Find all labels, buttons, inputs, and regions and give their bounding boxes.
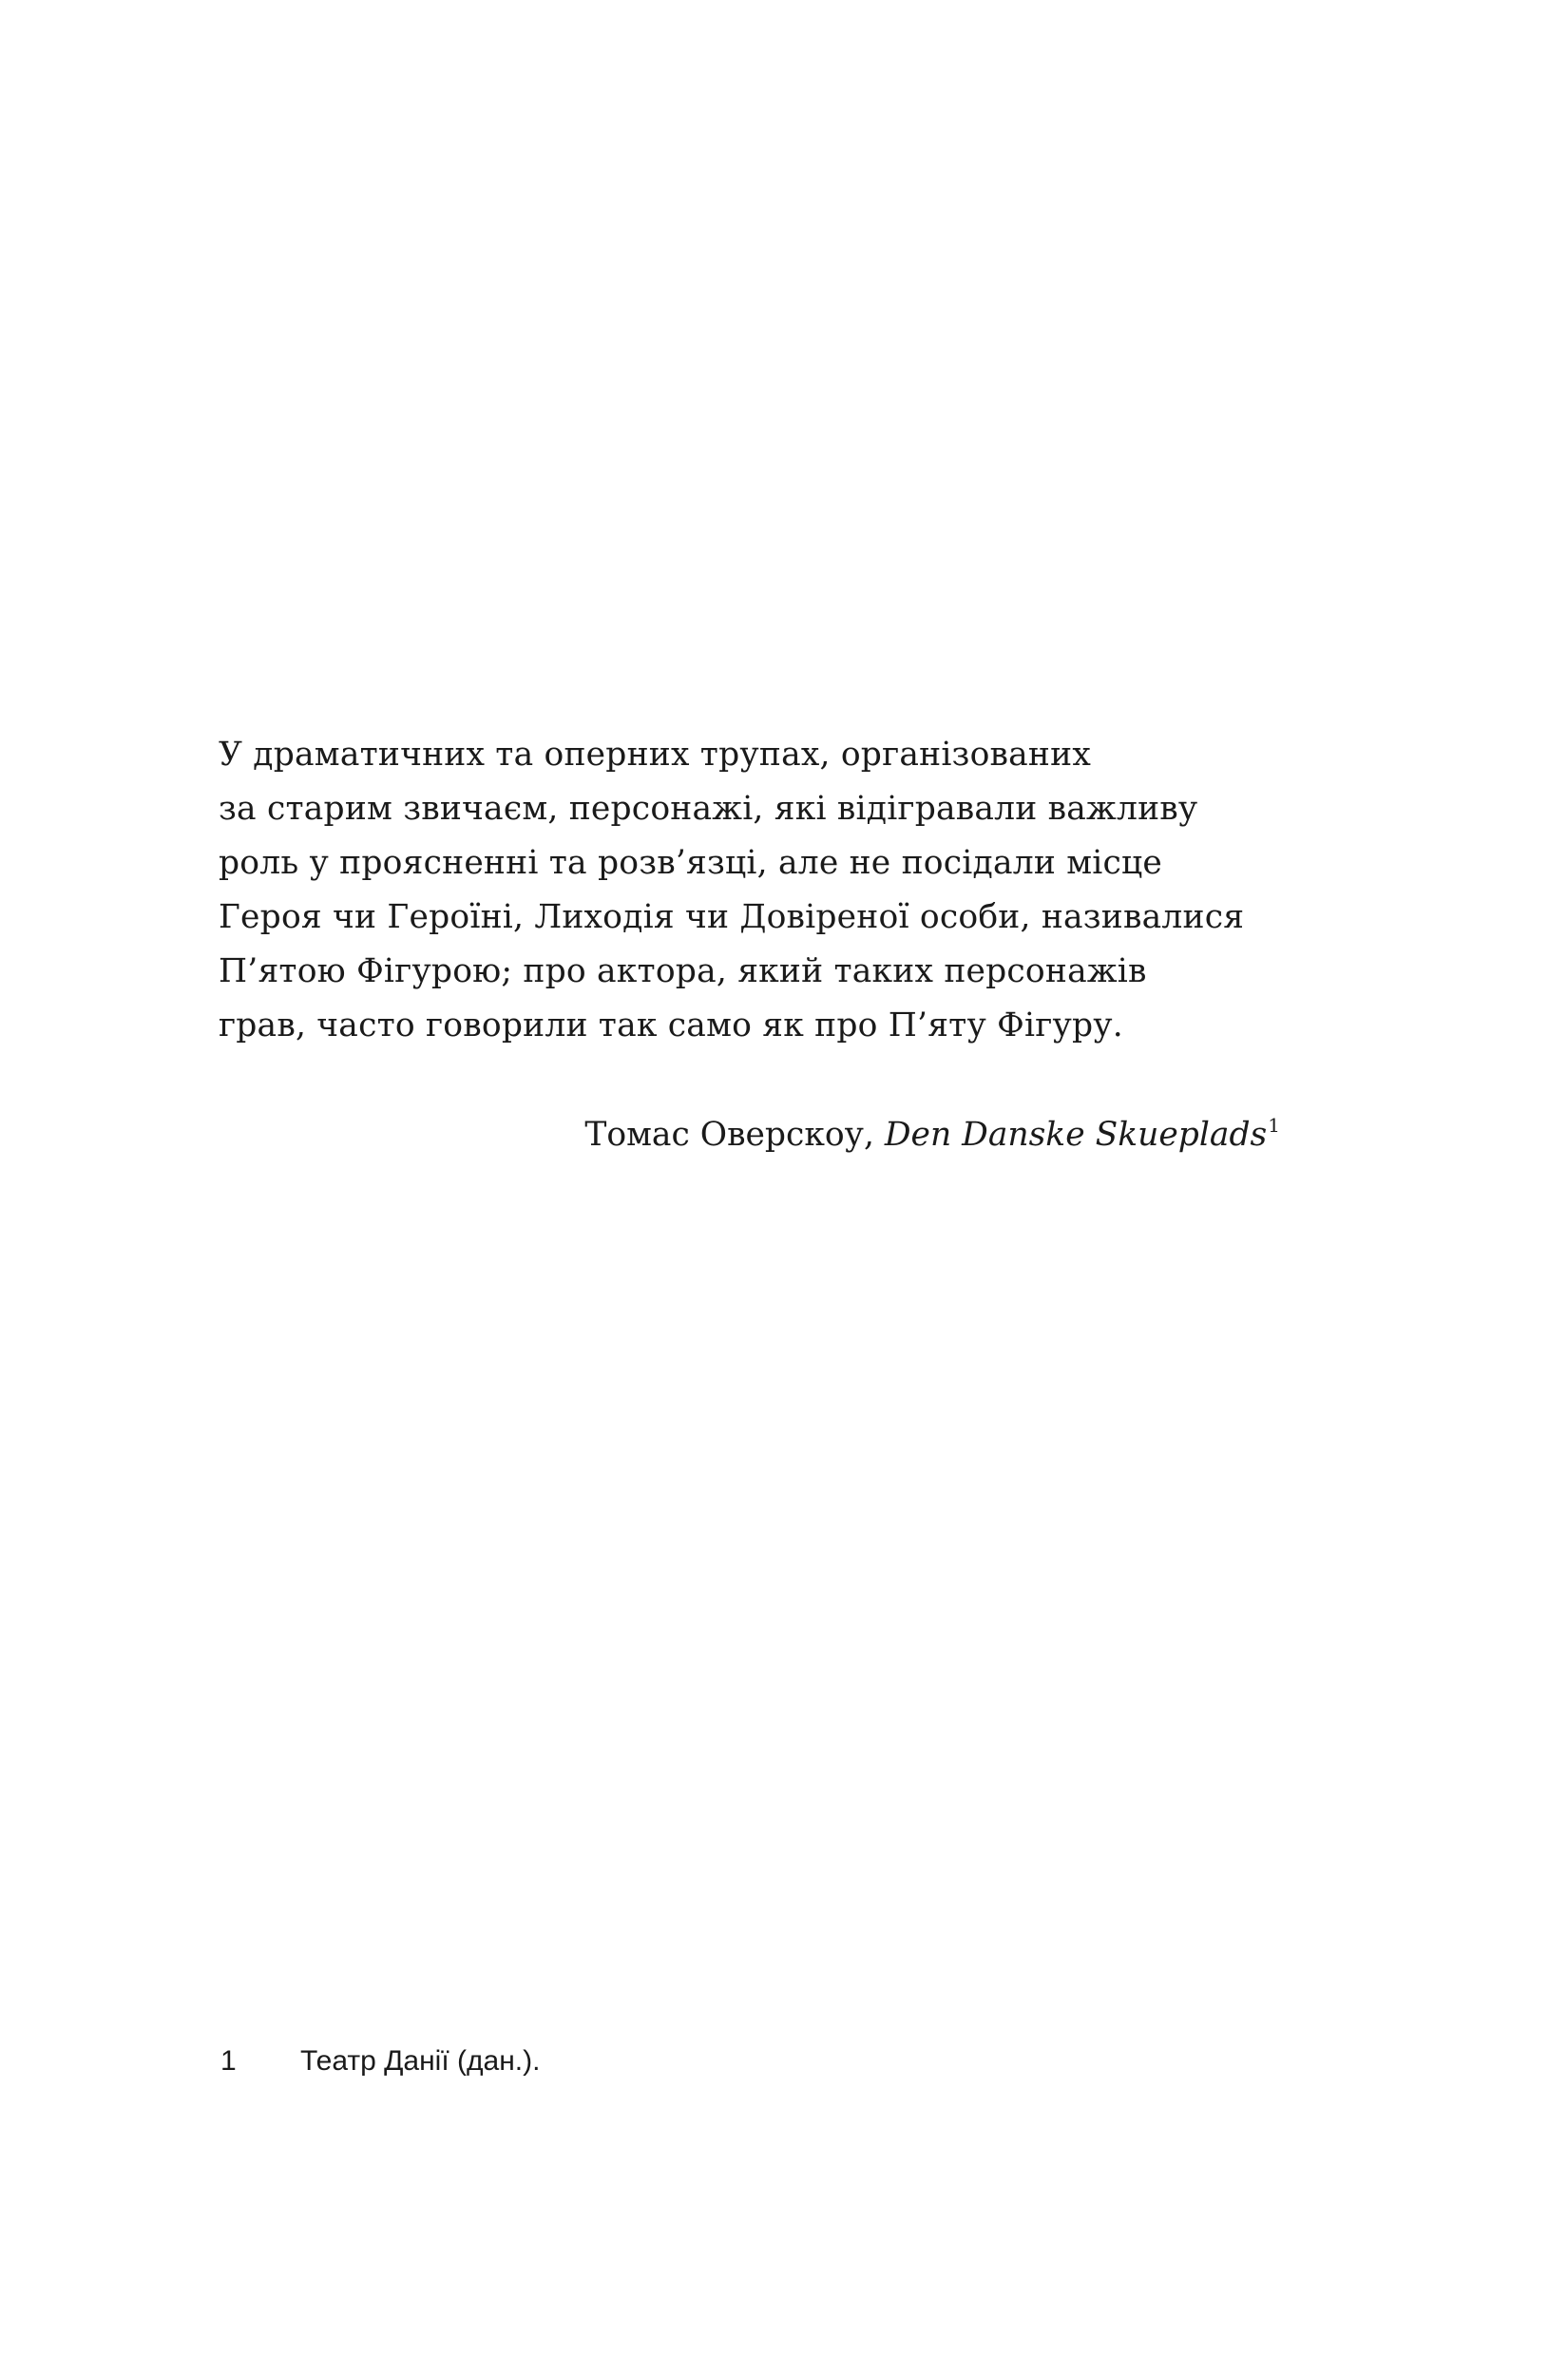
epigraph-line: Героя чи Героїні, Лиходія чи Довіреної особи, називалися xyxy=(219,898,1245,936)
epigraph-line: роль у проясненні та розв’язці, але не посідали місце xyxy=(219,844,1162,882)
attribution-work-title: Den Danske Skueplads xyxy=(884,1116,1268,1154)
footnote xyxy=(220,2042,540,2080)
epigraph-attribution xyxy=(219,1108,1280,1162)
epigraph-line: П’ятою Фігурою; про актора, який таких персонажів xyxy=(219,952,1147,990)
footnote-text: Театр Данії (дан.). xyxy=(300,2045,541,2077)
footnote-number: 1 xyxy=(220,2045,237,2077)
epigraph-line: грав, часто говорили так само як про П’яту Фігуру. xyxy=(219,1006,1123,1044)
epigraph-quote xyxy=(219,728,1292,1053)
attribution-author: Томас Оверскоу, xyxy=(584,1116,885,1154)
epigraph-line: за старим звичаєм, персонажі, які відігравали важливу xyxy=(219,790,1198,828)
epigraph-line: У драматичних та оперних трупах, організованих xyxy=(219,736,1091,774)
footnote-reference: 1 xyxy=(1268,1114,1280,1137)
